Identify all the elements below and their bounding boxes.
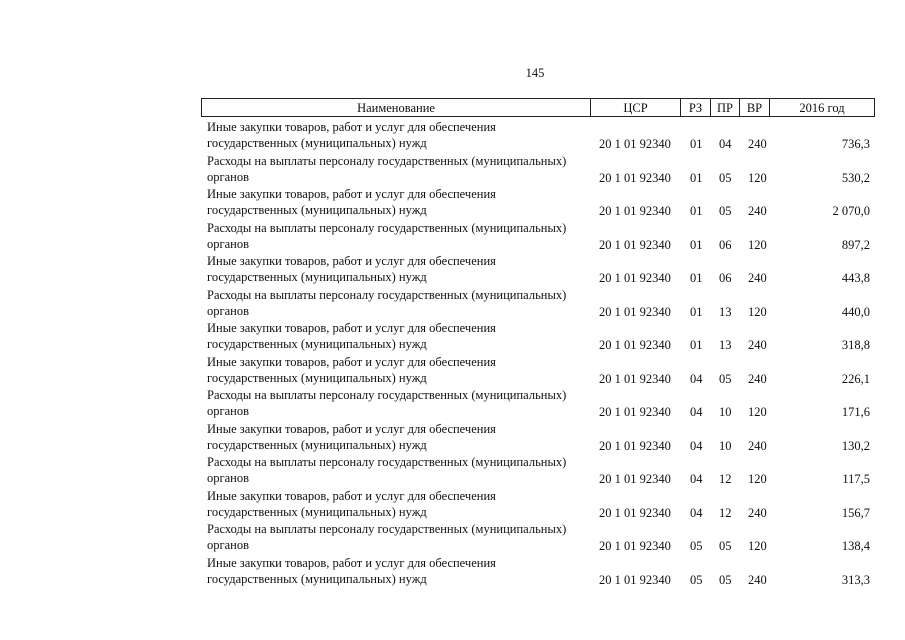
- table-row: [0, 119, 905, 152]
- row-vr: 240: [748, 438, 767, 453]
- header-csr: ЦСР: [591, 99, 681, 116]
- table-row: [0, 488, 905, 521]
- table-row: [0, 354, 905, 387]
- row-pr: 04: [719, 137, 732, 151]
- row-pr: 12: [719, 505, 732, 520]
- row-csr: 20 1 01 92340: [599, 539, 671, 553]
- row-amount: 318,8: [841, 338, 870, 352]
- row-amount: 171,6: [841, 405, 870, 419]
- row-name-line1: Расходы на выплаты персоналу государственных (муниципальных): [207, 388, 567, 402]
- header-pr: ПР: [711, 99, 740, 116]
- row-vr: 240: [748, 271, 767, 285]
- header-vr: ВР: [740, 99, 770, 116]
- page-number: 145: [525, 66, 545, 80]
- row-pr: 05: [719, 204, 732, 218]
- table-row: [0, 253, 905, 286]
- row-amount: 530,2: [841, 170, 870, 185]
- row-name-line1: Расходы на выплаты персоналу государственных (муниципальных): [207, 220, 567, 235]
- row-name: [207, 287, 587, 319]
- row-csr: 20 1 01 92340: [599, 204, 671, 218]
- row-rz: 04: [690, 371, 703, 386]
- header-name: Наименование: [202, 99, 591, 116]
- row-name-line2: государственных (муниципальных) нужд: [207, 571, 427, 586]
- row-csr: 20 1 01 92340: [599, 338, 671, 352]
- row-name: [207, 521, 587, 553]
- row-name-line1: Иные закупки товаров, работ и услуг для обеспечения: [207, 354, 496, 369]
- row-name-line2: органов: [207, 404, 250, 418]
- row-amount: 897,2: [841, 237, 870, 252]
- row-name-line2: государственных (муниципальных) нужд: [207, 504, 427, 519]
- row-name: [207, 320, 587, 352]
- row-vr: 120: [748, 405, 767, 419]
- table-row: [0, 220, 905, 253]
- row-name: [207, 454, 587, 486]
- row-name-line1: Иные закупки товаров, работ и услуг для обеспечения: [207, 421, 496, 436]
- row-name: [207, 119, 587, 151]
- row-name-line2: органов: [207, 303, 250, 318]
- row-rz: 01: [690, 338, 703, 352]
- table-header: [201, 98, 875, 117]
- row-name-line2: органов: [207, 538, 250, 552]
- header-year: 2016 год: [799, 101, 845, 115]
- header-rz: РЗ: [681, 99, 711, 116]
- row-csr: 20 1 01 92340: [599, 371, 671, 386]
- row-pr: 06: [719, 271, 732, 285]
- row-pr: 06: [719, 237, 732, 252]
- table-row: [0, 454, 905, 487]
- row-csr: 20 1 01 92340: [599, 505, 671, 520]
- table-row: [0, 521, 905, 554]
- row-pr: 05: [719, 539, 732, 553]
- row-vr: 120: [748, 170, 767, 185]
- row-name-line1: Иные закупки товаров, работ и услуг для обеспечения: [207, 254, 496, 268]
- table-row: [0, 387, 905, 420]
- row-rz: 04: [690, 472, 703, 486]
- row-name-line1: Расходы на выплаты персоналу государственных (муниципальных): [207, 153, 567, 168]
- row-csr: 20 1 01 92340: [599, 137, 671, 151]
- row-vr: 240: [748, 204, 767, 218]
- row-rz: 04: [690, 438, 703, 453]
- row-csr: 20 1 01 92340: [599, 472, 671, 486]
- row-rz: 05: [690, 572, 703, 587]
- row-vr: 120: [748, 472, 767, 486]
- row-csr: 20 1 01 92340: [599, 438, 671, 453]
- table-row: [0, 421, 905, 454]
- table-row: [0, 287, 905, 320]
- row-vr: 120: [748, 539, 767, 553]
- row-pr: 10: [719, 438, 732, 453]
- row-rz: 01: [690, 137, 703, 151]
- row-amount: 226,1: [841, 371, 870, 386]
- table-row: [0, 153, 905, 186]
- row-pr: 10: [719, 405, 732, 419]
- row-name: [207, 186, 587, 218]
- row-csr: 20 1 01 92340: [599, 170, 671, 185]
- row-name-line2: государственных (муниципальных) нужд: [207, 203, 427, 217]
- row-name-line1: Расходы на выплаты персоналу государственных (муниципальных): [207, 522, 567, 536]
- row-name-line1: Иные закупки товаров, работ и услуг для обеспечения: [207, 488, 496, 503]
- row-rz: 01: [690, 204, 703, 218]
- row-amount: 117,5: [842, 472, 870, 486]
- row-pr: 13: [719, 338, 732, 352]
- row-rz: 01: [690, 304, 703, 319]
- row-name-line2: государственных (муниципальных) нужд: [207, 437, 427, 452]
- row-csr: 20 1 01 92340: [599, 271, 671, 285]
- row-name-line1: Иные закупки товаров, работ и услуг для обеспечения: [207, 555, 496, 570]
- row-name-line2: органов: [207, 169, 250, 184]
- row-amount: 736,3: [841, 137, 870, 151]
- row-vr: 240: [748, 572, 767, 587]
- row-pr: 05: [719, 170, 732, 185]
- row-csr: 20 1 01 92340: [599, 304, 671, 319]
- row-name-line2: государственных (муниципальных) нужд: [207, 370, 427, 385]
- row-name: [207, 253, 587, 285]
- row-name-line1: Расходы на выплаты персоналу государственных (муниципальных): [207, 455, 567, 469]
- row-vr: 120: [748, 237, 767, 252]
- row-name-line1: Иные закупки товаров, работ и услуг для обеспечения: [207, 321, 496, 335]
- row-name-line2: органов: [207, 471, 250, 485]
- row-name-line1: Расходы на выплаты персоналу государственных (муниципальных): [207, 287, 567, 302]
- table-row: [0, 186, 905, 219]
- row-vr: 240: [748, 371, 767, 386]
- row-name: [207, 421, 587, 453]
- table-row: [0, 320, 905, 353]
- row-pr: 13: [719, 304, 732, 319]
- row-pr: 12: [719, 472, 732, 486]
- row-name: [207, 354, 587, 386]
- row-name-line2: государственных (муниципальных) нужд: [207, 337, 427, 351]
- row-rz: 01: [690, 170, 703, 185]
- row-amount: 138,4: [841, 539, 870, 553]
- row-name-line2: государственных (муниципальных) нужд: [207, 270, 427, 284]
- row-csr: 20 1 01 92340: [599, 572, 671, 587]
- row-rz: 04: [690, 505, 703, 520]
- row-name-line1: Иные закупки товаров, работ и услуг для обеспечения: [207, 120, 496, 134]
- row-vr: 240: [748, 137, 767, 151]
- table-row: [0, 555, 905, 588]
- row-rz: 01: [690, 271, 703, 285]
- row-csr: 20 1 01 92340: [599, 237, 671, 252]
- row-rz: 05: [690, 539, 703, 553]
- row-amount: 2 070,0: [832, 204, 870, 218]
- row-amount: 130,2: [841, 438, 870, 453]
- row-name-line1: Иные закупки товаров, работ и услуг для обеспечения: [207, 187, 496, 201]
- row-name-line2: государственных (муниципальных) нужд: [207, 136, 427, 150]
- row-amount: 156,7: [841, 505, 870, 520]
- row-vr: 120: [748, 304, 767, 319]
- row-name: [207, 555, 587, 587]
- row-rz: 01: [690, 237, 703, 252]
- row-amount: 440,0: [841, 304, 870, 319]
- row-name: [207, 488, 587, 520]
- row-rz: 04: [690, 405, 703, 419]
- row-vr: 240: [748, 338, 767, 352]
- row-amount: 443,8: [841, 271, 870, 285]
- row-csr: 20 1 01 92340: [599, 405, 671, 419]
- row-name-line2: органов: [207, 236, 250, 251]
- row-vr: 240: [748, 505, 767, 520]
- row-name: [207, 220, 587, 252]
- row-name: [207, 153, 587, 185]
- row-amount: 313,3: [841, 572, 870, 587]
- row-pr: 05: [719, 572, 732, 587]
- row-pr: 05: [719, 371, 732, 386]
- row-name: [207, 387, 587, 419]
